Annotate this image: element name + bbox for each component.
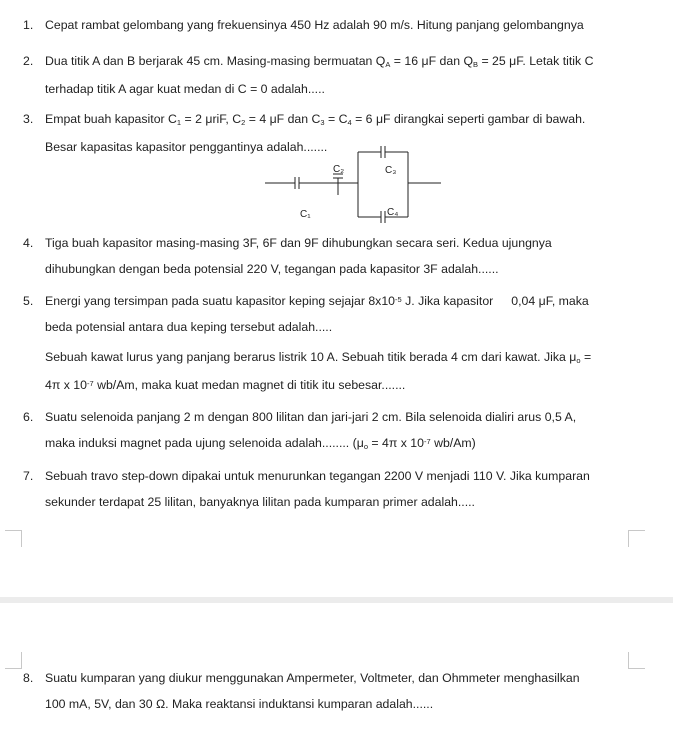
c3-label: C₃	[385, 165, 397, 176]
page-break	[0, 597, 673, 603]
question-text: Sebuah travo step-down dipakai untuk menurunkan tegangan 2200 V menjadi 110 V. Jika kumparan sekunder terdapat 25 lilitan, banyaknya lilitan pada kumparan primer adalah.....	[45, 469, 590, 509]
question-text: Tiga buah kapasitor masing-masing 3F, 6F dan 9F dihubungkan secara seri. Kedua ujungnya dihubungkan dengan beda potensial 220 V, tegangan pada kapasitor 3F adalah......	[45, 236, 552, 276]
c2-label: C₂	[333, 164, 345, 175]
question-number: 6.	[23, 410, 34, 424]
question-number: 3.	[23, 112, 34, 126]
question-5	[23, 288, 643, 340]
question-text: Empat buah kapasitor $C_1 = 2$ μriF, $C_2 = 4$ μF dan $C_3 = C_4 = 6$ μF dirangkai seperti gambar di bawah. Besar kapasitas kapasitor penggantinya adalah.......	[45, 112, 586, 154]
question-number: 8.	[23, 671, 34, 685]
question-4	[23, 230, 643, 282]
question-1	[23, 12, 643, 38]
question-text: Cepat rambat gelombang yang frekuensinya 450 Hz adalah 90 m/s. Hitung panjang gelombangnya	[45, 18, 584, 32]
question-2	[23, 48, 643, 102]
page-corner-marker	[5, 652, 22, 669]
question-number: 1.	[23, 18, 34, 32]
question-7	[23, 463, 643, 515]
question-text: Suatu kumparan yang diukur menggunakan Ampermeter, Voltmeter, dan Ohmmeter menghasilkan 100 mA, 5V, dan 30 Ω. Maka reaktansi induktansi kumparan adalah......	[45, 671, 580, 711]
question-number: 7.	[23, 469, 34, 483]
question-text: Suatu selenoida panjang 2 m dengan 800 lilitan dan jari-jari 2 cm. Bila selenoida dialiri arus 0,5 A, maka induksi magnet pada ujung selenoida adalah........ ($\mu_o = 4\pi$ x $10^{-7}$ wb/Am)	[45, 410, 577, 451]
question-text: Energi yang tersimpan pada suatu kapasitor keping sejajar $8x10^{-5}$ J. Jika kapasitor 0,04 μF, maka beda potensial antara dua keping tersebut adalah.....	[45, 294, 589, 334]
question-6	[23, 404, 643, 458]
c1-label: C₁	[300, 209, 311, 220]
question-number: 5.	[23, 294, 34, 308]
question-8	[23, 665, 643, 717]
c4-label: C₄	[387, 207, 399, 218]
question-text: Dua titik A dan B berjarak 45 cm. Masing-masing bermuatan $Q_A = 16$ μF dan $Q_B = 25$ μF. Letak titik C terhadap titik A agar kuat medan di C = 0 adalah.....	[45, 54, 594, 96]
page-corner-marker	[5, 530, 22, 547]
question-number: 4.	[23, 236, 34, 250]
question-number: 2.	[23, 54, 34, 68]
capacitor-circuit-diagram	[255, 140, 445, 232]
question-kawat: Sebuah kawat lurus yang panjang berarus listrik 10 A. Sebuah titik berada 4 cm dari kawat. Jika $\mu_o$ = 4π x $10^{-7}$ wb/Am, maka kuat medan magnet di titik itu sebesar.......	[45, 350, 592, 392]
page-corner-marker	[628, 530, 645, 547]
